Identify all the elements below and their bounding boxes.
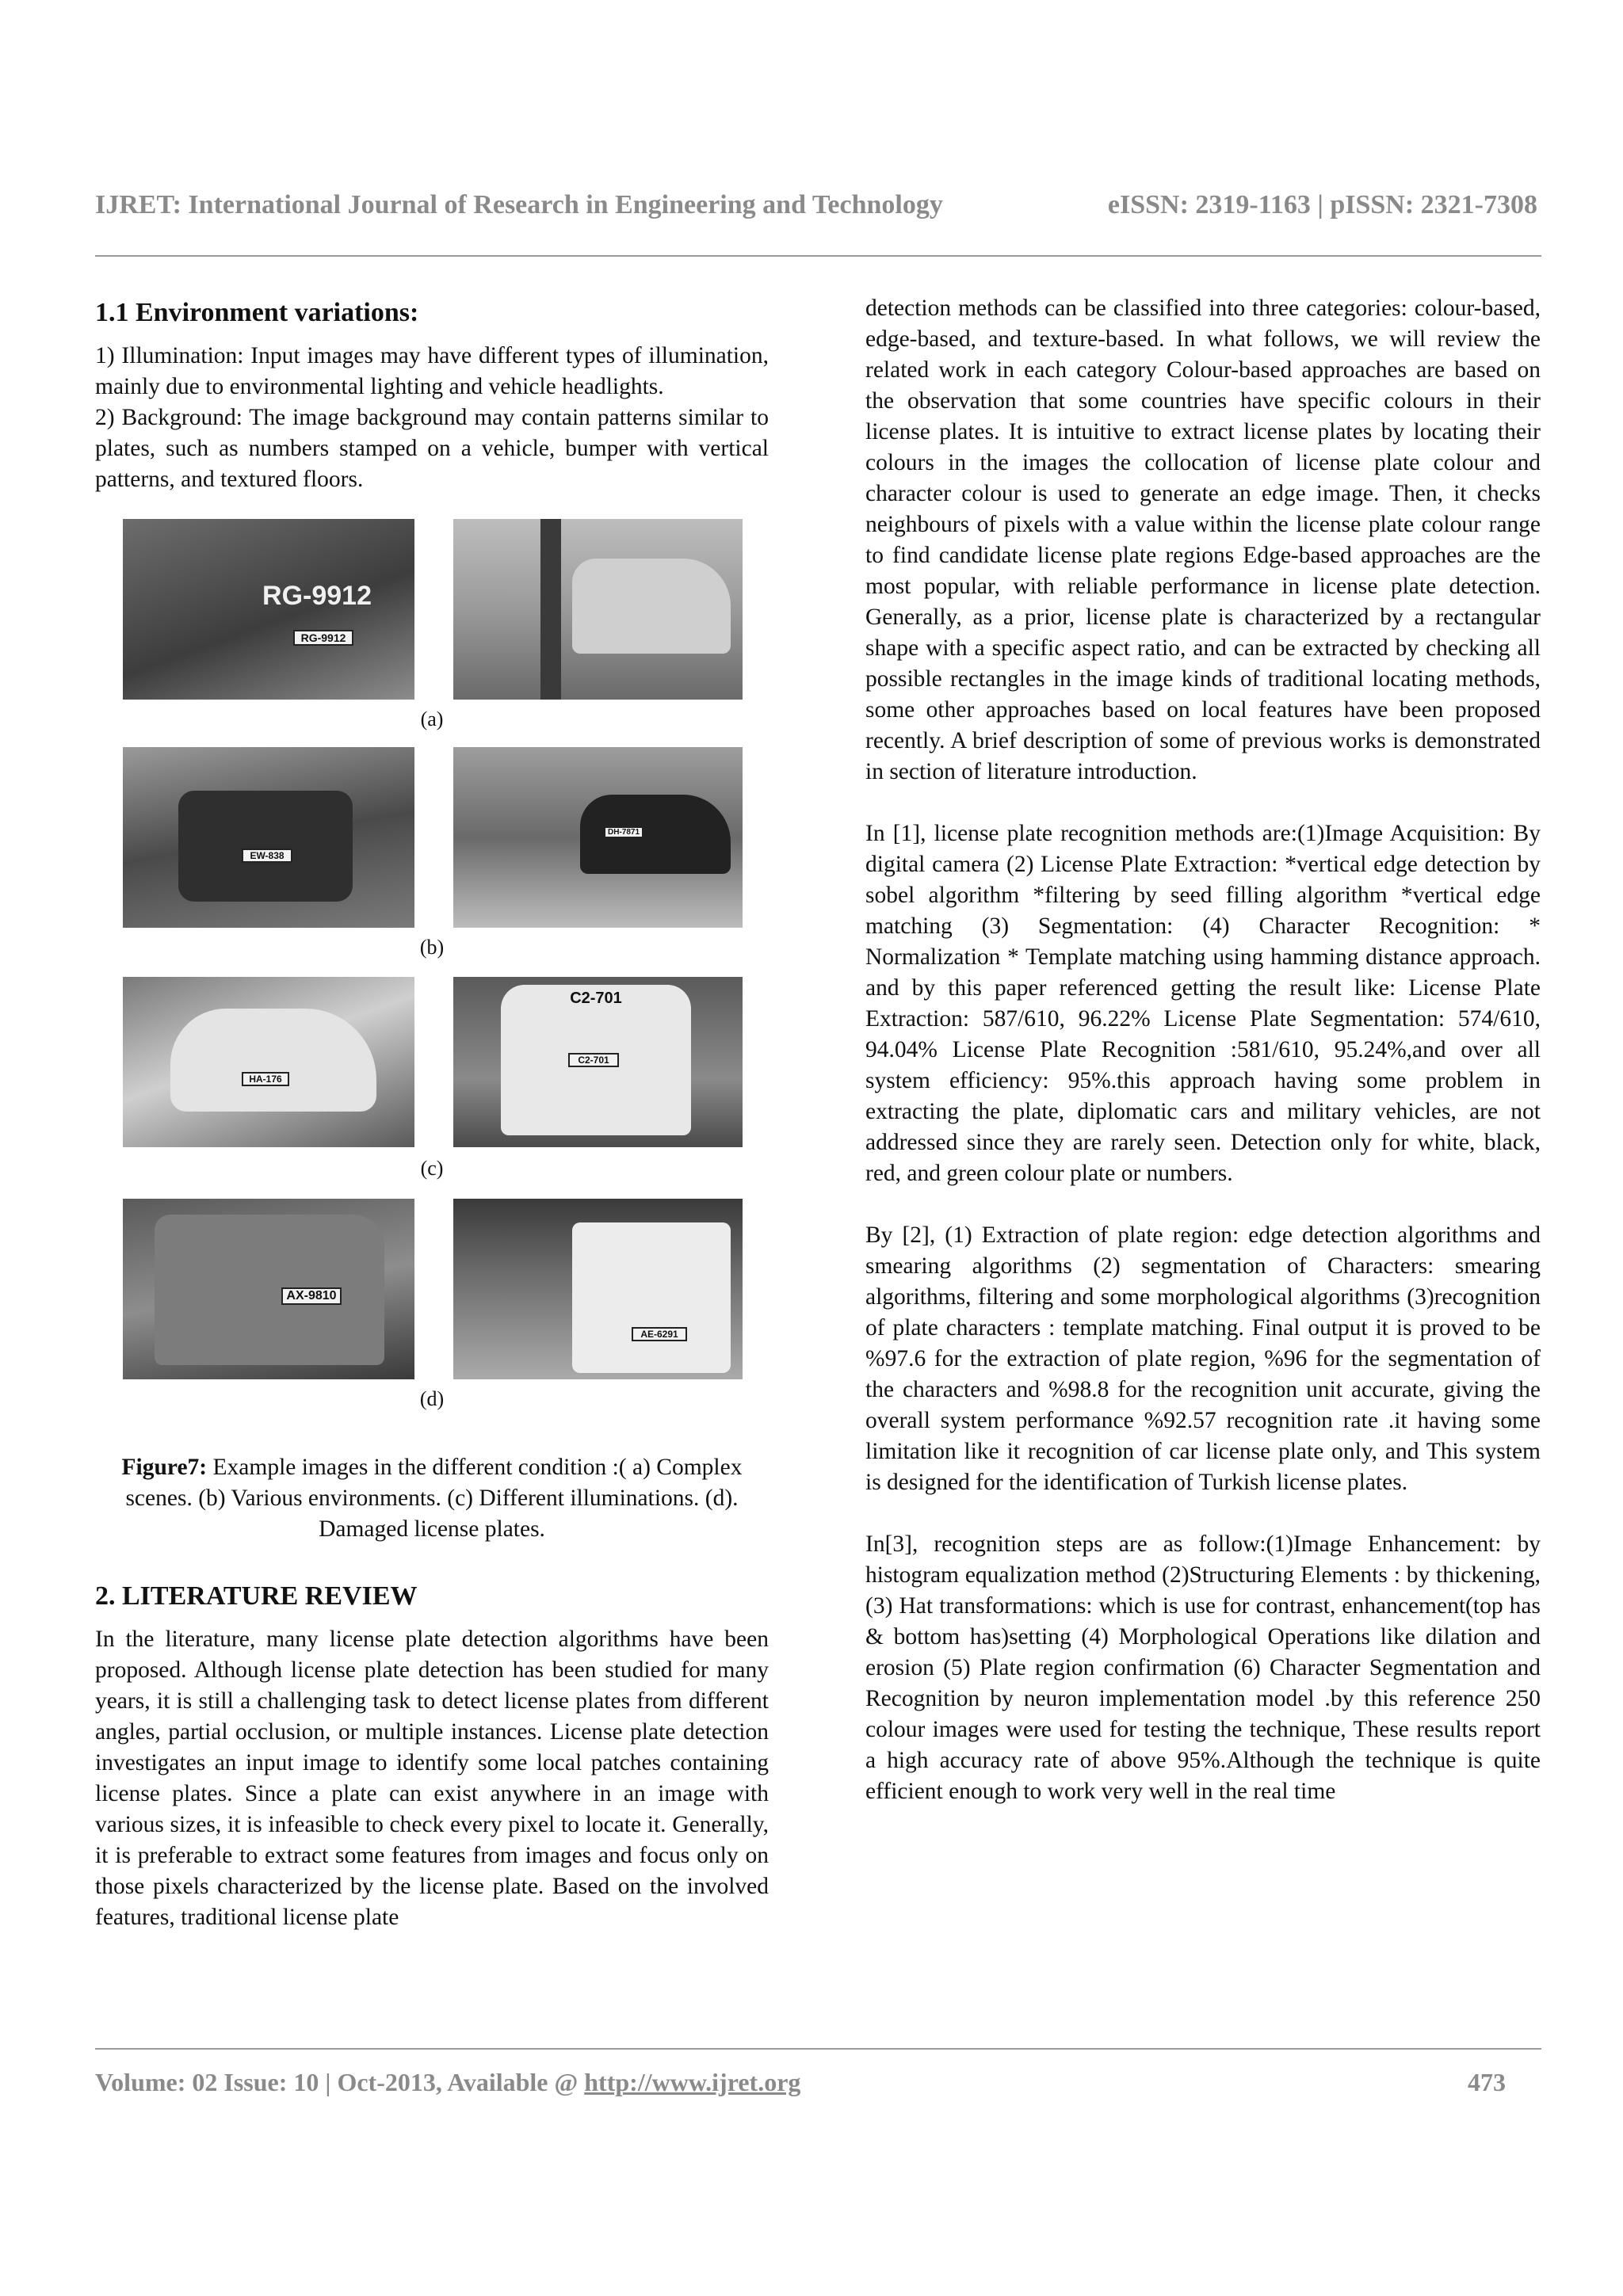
paragraph-ref-2: By [2], (1) Extraction of plate region: edge detection algorithms and smearing algorithms (2) segmentation of Characters: smearing algorithms, filtering and some morphological algorithms (3)recognition of plate characters : template matching. Final output it is proved to be %97.6 for the extraction of plate region, %96 for the segmentation of the characters and %98.8 for the recognition unit accurate, giving the overall system performance %92.57 recognition rate .it having some limitation like it recognition of car license plate only, and This system is designed for the identification of Turkish license plates.	[865, 1222, 1541, 1495]
paragraph-detection-methods: detection methods can be classified into three categories: colour-based, edge-based, and texture-based. In what follows, we will review the related work in each category Colour-based approaches are based on the observation that some countries have specific colours in their license plates. It is intuitive to extract license plates by locating their colours in the images the collocation of license plate colour and character colour is used to generate an edge image. Then, it checks neighbours of pixels with a value within the license plate colour range to find candidate license plate regions Edge-based approaches are the most popular, with reliable performance in license plate detection. Generally, as a prior, license plate is characterized by a rectangular shape with a specific aspect ratio, and can be extracted by checking all possible rectangles in the image kinds of traditional locating methods, some other approaches based on local features have been proposed recently. A brief description of some of previous works is demonstrated in section of literature introduction.	[865, 296, 1541, 784]
photo-c-right	[453, 977, 743, 1147]
figure-label-d: (d)	[419, 1387, 445, 1410]
photo-d-left	[123, 1199, 414, 1379]
figure-label-c: (c)	[420, 1157, 444, 1180]
running-footer	[95, 2068, 1506, 2097]
photo-b-right	[453, 747, 743, 928]
right-column	[865, 293, 1541, 1807]
page-number: 473	[1468, 2068, 1506, 2096]
photo-d-right	[453, 1199, 743, 1379]
journal-title: IJRET: International Journal of Research in Engineering and Technology	[95, 190, 943, 219]
paragraph-illumination: 1) Illumination: Input images may have different types of illumination, mainly due to environmental lighting and vehicle headlights.	[95, 343, 769, 399]
photo-c-left	[123, 977, 414, 1147]
paragraph-background: 2) Background: The image background may contain patterns similar to plates, such as numbers stamped on a vehicle, bumper with vertical patterns, and textured floors.	[95, 405, 769, 492]
issn-info: eISSN: 2319-1163 | pISSN: 2321-7308	[1107, 190, 1537, 219]
header-rule	[95, 255, 1541, 257]
plate-label: AE-6291	[632, 1327, 687, 1341]
running-header	[95, 190, 1537, 220]
paragraph-literature-intro: In the literature, many license plate detection algorithms have been proposed. Although license plate detection has been studied for many years, it is still a challenging task to detect license plates from different angles, partial occlusion, or multiple instances. License plate detection investigates an input image to identify some local patches containing license plates. Since a plate can exist anywhere in an image with various sizes, it is infeasible to check every pixel to locate it. Generally, it is preferable to extract some features from images and focus only on those pixels characterized by the license plate. Based on the involved features, traditional license plate	[95, 1627, 769, 1930]
figure-caption-text: Example images in the different condition :( a) Complex scenes. (b) Various environments. (c) Different illuminations. (d). Damaged license plates.	[125, 1455, 743, 1542]
plate-label: AX-9810	[281, 1287, 342, 1305]
figure-label-a: (a)	[420, 707, 444, 730]
paragraph-ref-3: In[3], recognition steps are as follow:(1)Image Enhancement: by histogram equalization method (2)Structuring Elements : by thickening, (3) Hat transformations: which is use for contrast, enhancement(top has & bottom has)setting (4) Morphological Operations like dilation and erosion (5) Plate region confirmation (6) Character Segmentation and Recognition by neuron implementation model .by this reference 250 colour images were used for testing the technique, These results report a high accuracy rate of above 95%.Although the technique is quite efficient enough to work very well in the real time	[865, 1531, 1541, 1804]
figure-label-b: (b)	[419, 936, 445, 959]
figure-caption	[95, 1452, 769, 1545]
figure-caption-wrap	[95, 1438, 769, 1566]
plate-label: C2-701	[568, 1053, 619, 1067]
photo-a-right	[453, 519, 743, 700]
figure-7	[95, 519, 769, 1542]
plate-label: RG-9912	[293, 630, 353, 646]
plate-label: EW-838	[242, 849, 292, 863]
plate-label: C2-701	[570, 990, 622, 1007]
footer-rule	[95, 2048, 1541, 2050]
left-column	[95, 293, 769, 1933]
journal-url-link[interactable]: http://www.ijret.org	[584, 2068, 801, 2096]
footer-volume-text: Volume: 02 Issue: 10 | Oct-2013, Available @	[95, 2068, 585, 2096]
paragraph-ref-1: In [1], license plate recognition methods are:(1)Image Acquisition: By digital camera (2) License Plate Extraction: *vertical edge detection by sobel algorithm *filtering by seed filling algorithm *vertical edge matching (3) Segmentation: (4) Character Recognition: * Normalization * Template matching using hamming distance approach. and by this paper referenced getting the result like: License Plate Extraction: 587/610, 96.22% License Plate Segmentation: 574/610, 94.04% License Plate Recognition :581/610, 95.24%,and over all system efficiency: 95%.this approach having some problem in extracting the plate, diplomatic cars and military vehicles, are not addressed since they are rarely seen. Detection only for white, black, red, and green colour plate or numbers.	[865, 821, 1541, 1186]
plate-label: HA-176	[242, 1072, 289, 1086]
footer-volume	[95, 2068, 800, 2097]
plate-label: DH-7871	[604, 826, 643, 838]
photo-a-left	[123, 519, 414, 700]
photo-b-left	[123, 747, 414, 928]
section-heading-literature: 2. LITERATURE REVIEW	[95, 1581, 418, 1611]
section-heading-environment: 1.1 Environment variations:	[95, 298, 419, 327]
plate-label: RG-9912	[262, 581, 372, 611]
figure-caption-label: Figure7:	[121, 1455, 208, 1480]
